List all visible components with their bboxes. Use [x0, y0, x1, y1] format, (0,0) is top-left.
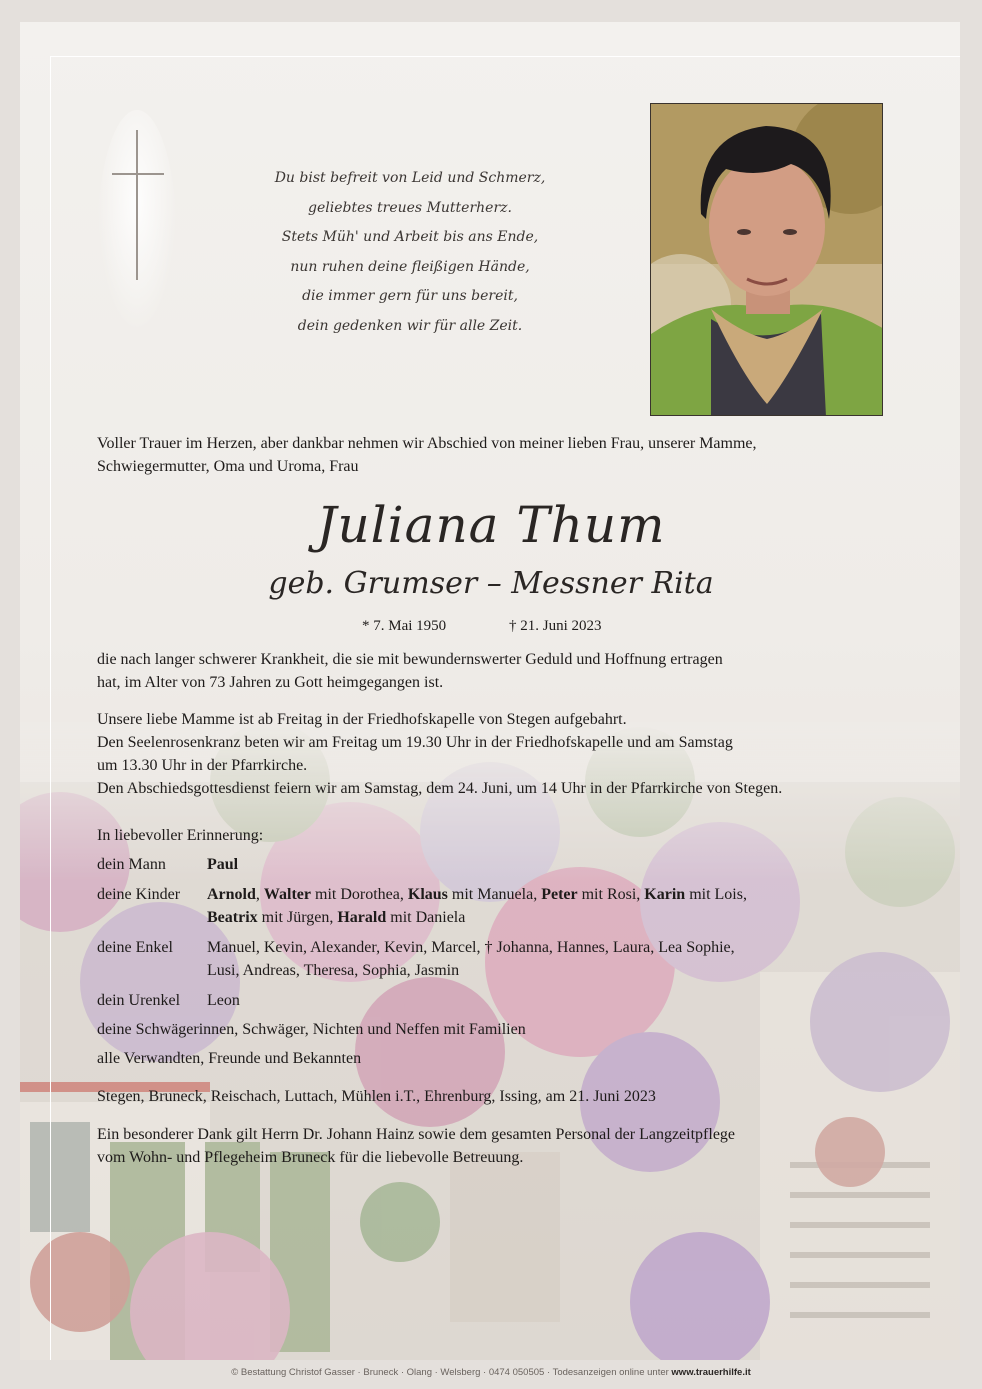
- place-date: Stegen, Bruneck, Reischach, Luttach, Mühlen i.T., Ehrenburg, Issing, am 21. Juni 2023: [97, 1088, 656, 1105]
- child-name: Beatrix: [207, 909, 258, 926]
- passing-line: die nach langer schwerer Krankheit, die sie mit bewundernswerter Geduld und Hoffnung ertragen: [97, 651, 723, 668]
- intro-line: Schwiegermutter, Oma und Uroma, Frau: [97, 458, 359, 475]
- footer: [0, 1367, 982, 1378]
- mourner-label: dein Urenkel: [97, 992, 181, 1009]
- intro-line: Voller Trauer im Herzen, aber dankbar nehmen wir Abschied von meiner lieben Frau, unserer Mamme,: [97, 435, 757, 452]
- footer-text: © Bestattung Christof Gasser · Bruneck · Olang · Welsberg · 0474 050505 · Todesanzeigen online unter: [231, 1367, 672, 1378]
- mourner-row-in-laws: deine Schwägerinnen, Schwäger, Nichten und Neffen mit Familien: [97, 1021, 526, 1038]
- thanks-line: Ein besonderer Dank gilt Herrn Dr. Johann Hainz sowie dem gesamten Personal der Langzeitpflege: [97, 1126, 736, 1143]
- footer-website-link[interactable]: www.trauerhilfe.it: [671, 1367, 751, 1378]
- thanks-line: vom Wohn- und Pflegeheim Bruneck für die liebevolle Betreuung.: [97, 1149, 524, 1166]
- child-name: Klaus: [407, 886, 448, 903]
- child-name: Walter: [263, 886, 311, 903]
- mourner-label: dein Mann: [97, 856, 166, 873]
- mourner-row-relatives: alle Verwandten, Freunde und Bekannten: [97, 1050, 362, 1067]
- mourner-label: deine Enkel: [97, 939, 173, 956]
- arrangements-line: um 13.30 Uhr in der Pfarrkirche.: [97, 757, 308, 774]
- passing-text: [97, 648, 887, 694]
- cross-icon: [96, 110, 178, 370]
- deceased-name: Juliana Thum: [316, 496, 666, 554]
- intro-text: [97, 432, 887, 478]
- mourner-name: Leon: [207, 992, 240, 1009]
- children-list: Arnold, Walter mit Dorothea, Klaus mit Manuela, Peter mit Rosi, Karin mit Lois, Beatrix mit Jürgen, Harald mit Daniela: [207, 886, 747, 926]
- thanks-text: [97, 1123, 887, 1169]
- memory-heading: In liebevoller Erinnerung:: [97, 827, 264, 844]
- poem-line: Stets Müh' und Arbeit bis ans Ende,: [281, 229, 539, 245]
- child-name: Peter: [541, 886, 578, 903]
- death-date: † 21. Juni 2023: [509, 618, 602, 634]
- mourner-label: deine Kinder: [97, 886, 181, 903]
- flower-house-background: [20, 722, 960, 1360]
- poem-line: geliebtes treues Mutterherz.: [308, 199, 512, 216]
- child-name: Harald: [337, 909, 387, 926]
- poem: [200, 164, 620, 341]
- poem-line: nun ruhen deine fleißigen Hände,: [290, 258, 530, 275]
- arrangements-text: [97, 708, 887, 800]
- child-name: Arnold: [207, 886, 256, 903]
- grandchildren-line: Manuel, Kevin, Alexander, Kevin, Marcel, † Johanna, Hannes, Laura, Lea Sophie,: [207, 939, 735, 956]
- passing-line: hat, im Alter von 73 Jahren zu Gott heimgegangen ist.: [97, 674, 444, 691]
- maiden-name: geb. Grumser – Messner Rita: [268, 566, 714, 601]
- mourner-name: Paul: [207, 856, 239, 873]
- arrangements-line: Den Seelenrosenkranz beten wir am Freitag um 19.30 Uhr in der Friedhofskapelle und am Samstag: [97, 734, 733, 751]
- poem-line: Du bist befreit von Leid und Schmerz,: [274, 170, 546, 186]
- poem-line: dein gedenken wir für alle Zeit.: [297, 317, 523, 334]
- birth-date: * 7. Mai 1950: [362, 618, 447, 634]
- portrait-photo: [650, 103, 883, 416]
- poem-line: die immer gern für uns bereit,: [302, 288, 518, 304]
- grandchildren-line: Lusi, Andreas, Theresa, Sophia, Jasmin: [207, 962, 460, 979]
- arrangements-line: Den Abschiedsgottesdienst feiern wir am Samstag, dem 24. Juni, um 14 Uhr in der Pfarrkirche von Stegen.: [97, 780, 783, 797]
- child-name: Karin: [644, 886, 686, 903]
- arrangements-line: Unsere liebe Mamme ist ab Freitag in der Friedhofskapelle von Stegen aufgebahrt.: [97, 711, 627, 728]
